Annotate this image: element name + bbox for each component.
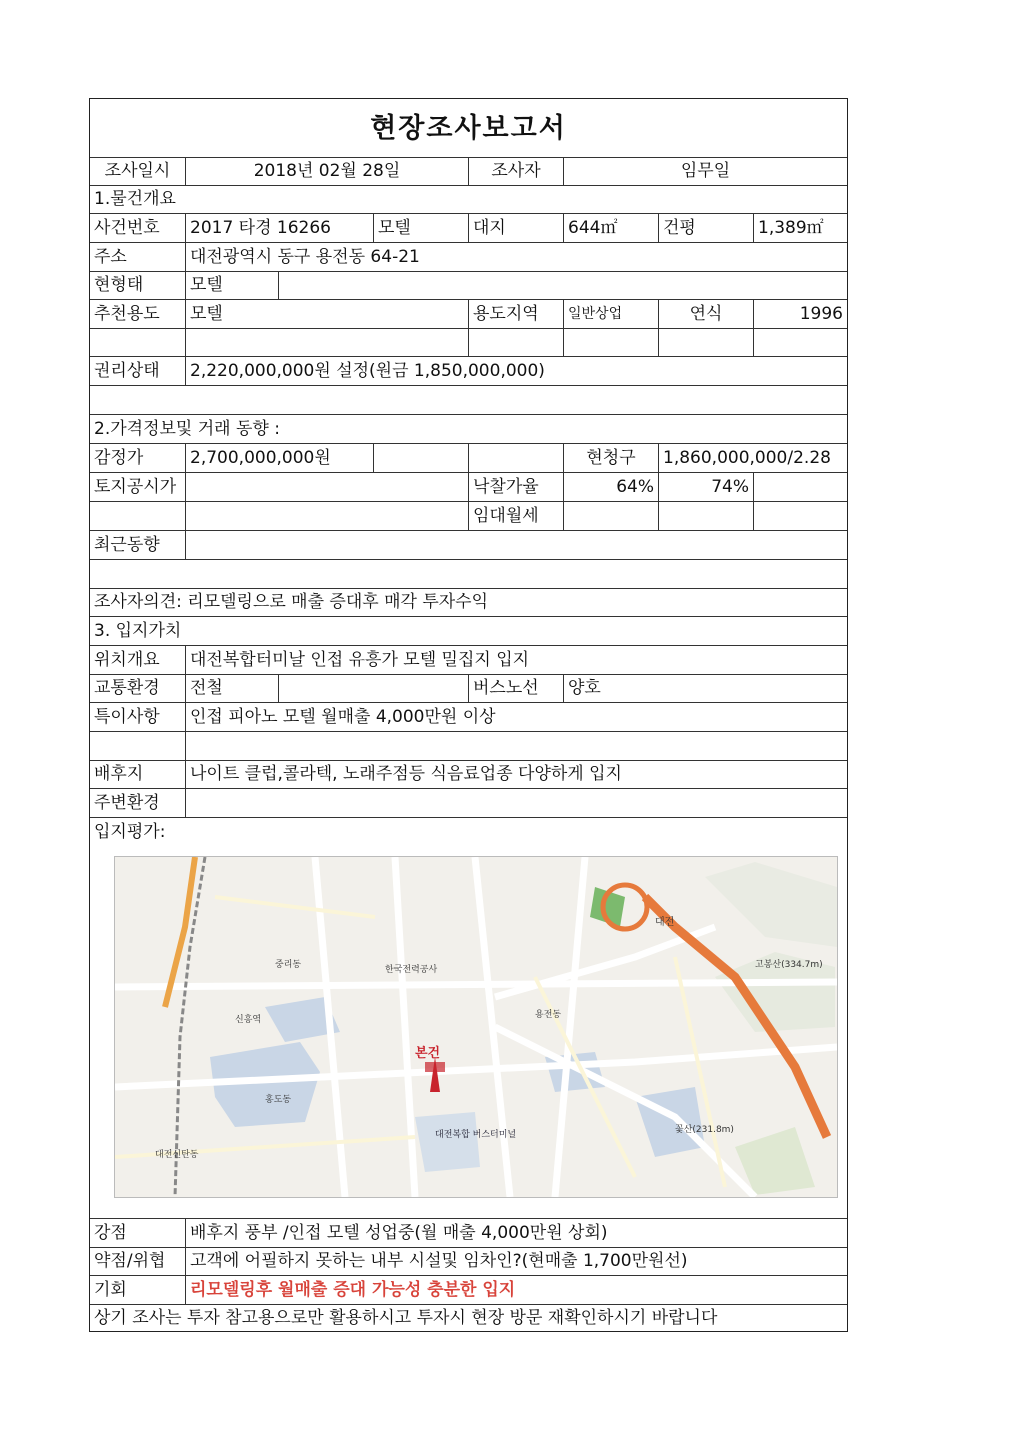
map-label: 한국전력공사	[385, 965, 438, 975]
map-label: 신흥역	[235, 1015, 262, 1025]
trend-row	[90, 531, 847, 560]
empty-cell	[186, 732, 847, 760]
surveyor-label: 조사자	[469, 158, 564, 185]
weakness-value: 고객에 어필하지 못하는 내부 시설및 임차인?(현매출 1,700만원선)	[190, 1251, 688, 1271]
map-label: 고봉산(334.7m)	[755, 960, 823, 970]
bid-rate-1: 64%	[564, 473, 659, 501]
empty-cell	[564, 329, 659, 356]
address-label: 주소	[90, 243, 186, 271]
map-label: 홍도동	[265, 1095, 292, 1105]
appraisal-label: 감정가	[90, 444, 186, 472]
surround-row	[90, 789, 847, 818]
traffic-label: 교통환경	[90, 675, 186, 702]
report-sheet	[89, 98, 848, 1332]
land-price-row	[90, 473, 847, 502]
current-row	[90, 272, 847, 300]
map-label-subject: 본건	[415, 1046, 441, 1061]
opportunity-value: 리모델링후 월매출 증대 가능성 충분한 입지	[190, 1279, 516, 1300]
map-label: 용전동	[535, 1010, 562, 1020]
case-value: 2017 타경 16266	[186, 214, 374, 242]
survey-date-value: 2018년 02월 28일	[186, 158, 469, 185]
survey-row	[90, 158, 847, 186]
strength-label: 강점	[90, 1219, 186, 1247]
section3-heading: 3. 입지가치	[94, 620, 182, 641]
location-value: 대전복합터미날 인접 유흥가 모텔 밀집지 입지	[190, 649, 530, 670]
zone-value: 일반상업	[564, 300, 659, 328]
zone-label: 용도지역	[469, 300, 564, 328]
disclaimer-row	[90, 1305, 847, 1331]
location-label: 위치개요	[90, 646, 186, 674]
disclaimer: 상기 조사는 투자 참고용으로만 활용하시고 투자시 현장 방문 재확인하시기 바랍니다	[94, 1307, 718, 1328]
section1-heading-row	[90, 186, 847, 214]
traffic-row	[90, 675, 847, 703]
address-value: 대전광역시 동구 용전동 64-21	[190, 246, 420, 267]
empty-cell	[659, 329, 754, 356]
opportunity-label: 기회	[90, 1276, 186, 1304]
current-label: 현형태	[90, 272, 186, 299]
bid-rate-label: 낙찰가율	[469, 473, 564, 501]
section1-heading: 1.물건개요	[94, 189, 176, 209]
hinterland-row	[90, 761, 847, 789]
building-label: 건평	[659, 214, 754, 242]
location-row	[90, 646, 847, 675]
special-label: 특이사항	[90, 703, 186, 731]
map-graphic	[115, 857, 837, 1197]
opportunity-row	[90, 1276, 847, 1305]
map-label: 중리동	[275, 960, 302, 970]
empty-row-2	[90, 732, 847, 761]
address-row	[90, 243, 847, 272]
map-block	[415, 1112, 480, 1172]
map-label: 꽃산(231.8m)	[675, 1125, 734, 1135]
empty-cell	[564, 502, 659, 530]
empty-cell	[754, 473, 847, 501]
land-price-label: 토지공시가	[90, 473, 186, 501]
empty-cell	[469, 329, 564, 356]
current-empty	[279, 272, 847, 299]
rent-row	[90, 502, 847, 531]
blank-row-1	[90, 386, 847, 415]
blank-row-2	[90, 560, 847, 589]
land-label: 대지	[469, 214, 564, 242]
case-label: 사건번호	[90, 214, 186, 242]
section2-heading-row	[90, 415, 847, 444]
property-type: 모텔	[374, 214, 469, 242]
surround-label: 주변환경	[90, 789, 186, 817]
special-value: 인접 피아노 모텔 월매출 4,000만원 이상	[190, 706, 496, 727]
building-value: 1,389㎡	[758, 217, 824, 238]
recommend-value: 모텔	[186, 300, 469, 328]
traffic-value: 전철	[186, 675, 279, 702]
land-value: 644㎡	[564, 214, 659, 242]
map-label: 대전복합 버스터미널	[435, 1130, 517, 1140]
empty-cell	[90, 329, 186, 356]
page-title: 현장조사보고서	[370, 112, 567, 144]
rights-row	[90, 357, 847, 386]
current-value: 모텔	[186, 272, 279, 299]
empty-cell	[186, 329, 469, 356]
empty-cell	[469, 444, 564, 472]
recommend-row	[90, 300, 847, 329]
empty-cell	[374, 444, 469, 472]
map-row	[90, 846, 847, 1219]
survey-date-label: 조사일시	[90, 158, 186, 185]
bus-value: 양호	[568, 678, 601, 698]
empty-cell	[186, 502, 469, 530]
trend-label: 최근동향	[90, 531, 186, 559]
title-row	[90, 99, 847, 158]
section3-heading-row	[90, 617, 847, 646]
opinion-row	[90, 589, 847, 617]
trend-value	[186, 531, 847, 559]
empty-row-1	[90, 329, 847, 357]
surveyor-opinion: 조사자의견: 리모델링으로 매출 증대후 매각 투자수익	[94, 592, 489, 612]
hinterland-label: 배후지	[90, 761, 186, 788]
bid-rate-2: 74%	[659, 473, 754, 501]
rent-label: 임대월세	[469, 502, 564, 530]
claim-label: 현청구	[564, 444, 659, 472]
evaluation-label: 입지평가:	[94, 821, 166, 842]
section2-heading: 2.가격정보및 거래 동향 :	[94, 418, 280, 439]
map-label: 대전	[655, 917, 675, 928]
special-row	[90, 703, 847, 732]
map-label: 대전신탄동	[155, 1150, 199, 1160]
rights-label: 권리상태	[90, 357, 186, 385]
empty-cell	[659, 502, 754, 530]
case-row	[90, 214, 847, 243]
recommend-label: 추천용도	[90, 300, 186, 328]
hinterland-value: 나이트 클럽,콜라텍, 노래주점등 식음료업종 다양하게 입지	[190, 764, 622, 784]
weakness-row	[90, 1248, 847, 1276]
year-value: 1996	[799, 303, 843, 324]
empty-cell	[754, 502, 847, 530]
empty-cell	[754, 329, 847, 356]
subject-marker-icon	[425, 1062, 445, 1072]
location-map	[114, 856, 838, 1198]
strength-value: 배후지 풍부 /인접 모텔 성업중(월 매출 4,000만원 상회)	[190, 1222, 608, 1243]
bus-label: 버스노선	[469, 675, 564, 702]
empty-cell	[90, 502, 186, 530]
strength-row	[90, 1219, 847, 1248]
weakness-label: 약점/위협	[90, 1248, 186, 1275]
year-label: 연식	[659, 300, 754, 328]
surveyor-value: 임무일	[680, 161, 731, 181]
empty-cell	[90, 732, 186, 760]
appraisal-row	[90, 444, 847, 473]
empty-cell	[279, 675, 469, 702]
evaluation-row	[90, 818, 847, 846]
land-price-value	[186, 473, 469, 501]
claim-value: 1,860,000,000/2.28	[663, 447, 831, 468]
appraisal-value: 2,700,000,000원	[186, 444, 374, 472]
surround-value	[186, 789, 847, 817]
rights-value: 2,220,000,000원 설정(원금 1,850,000,000)	[190, 360, 545, 381]
